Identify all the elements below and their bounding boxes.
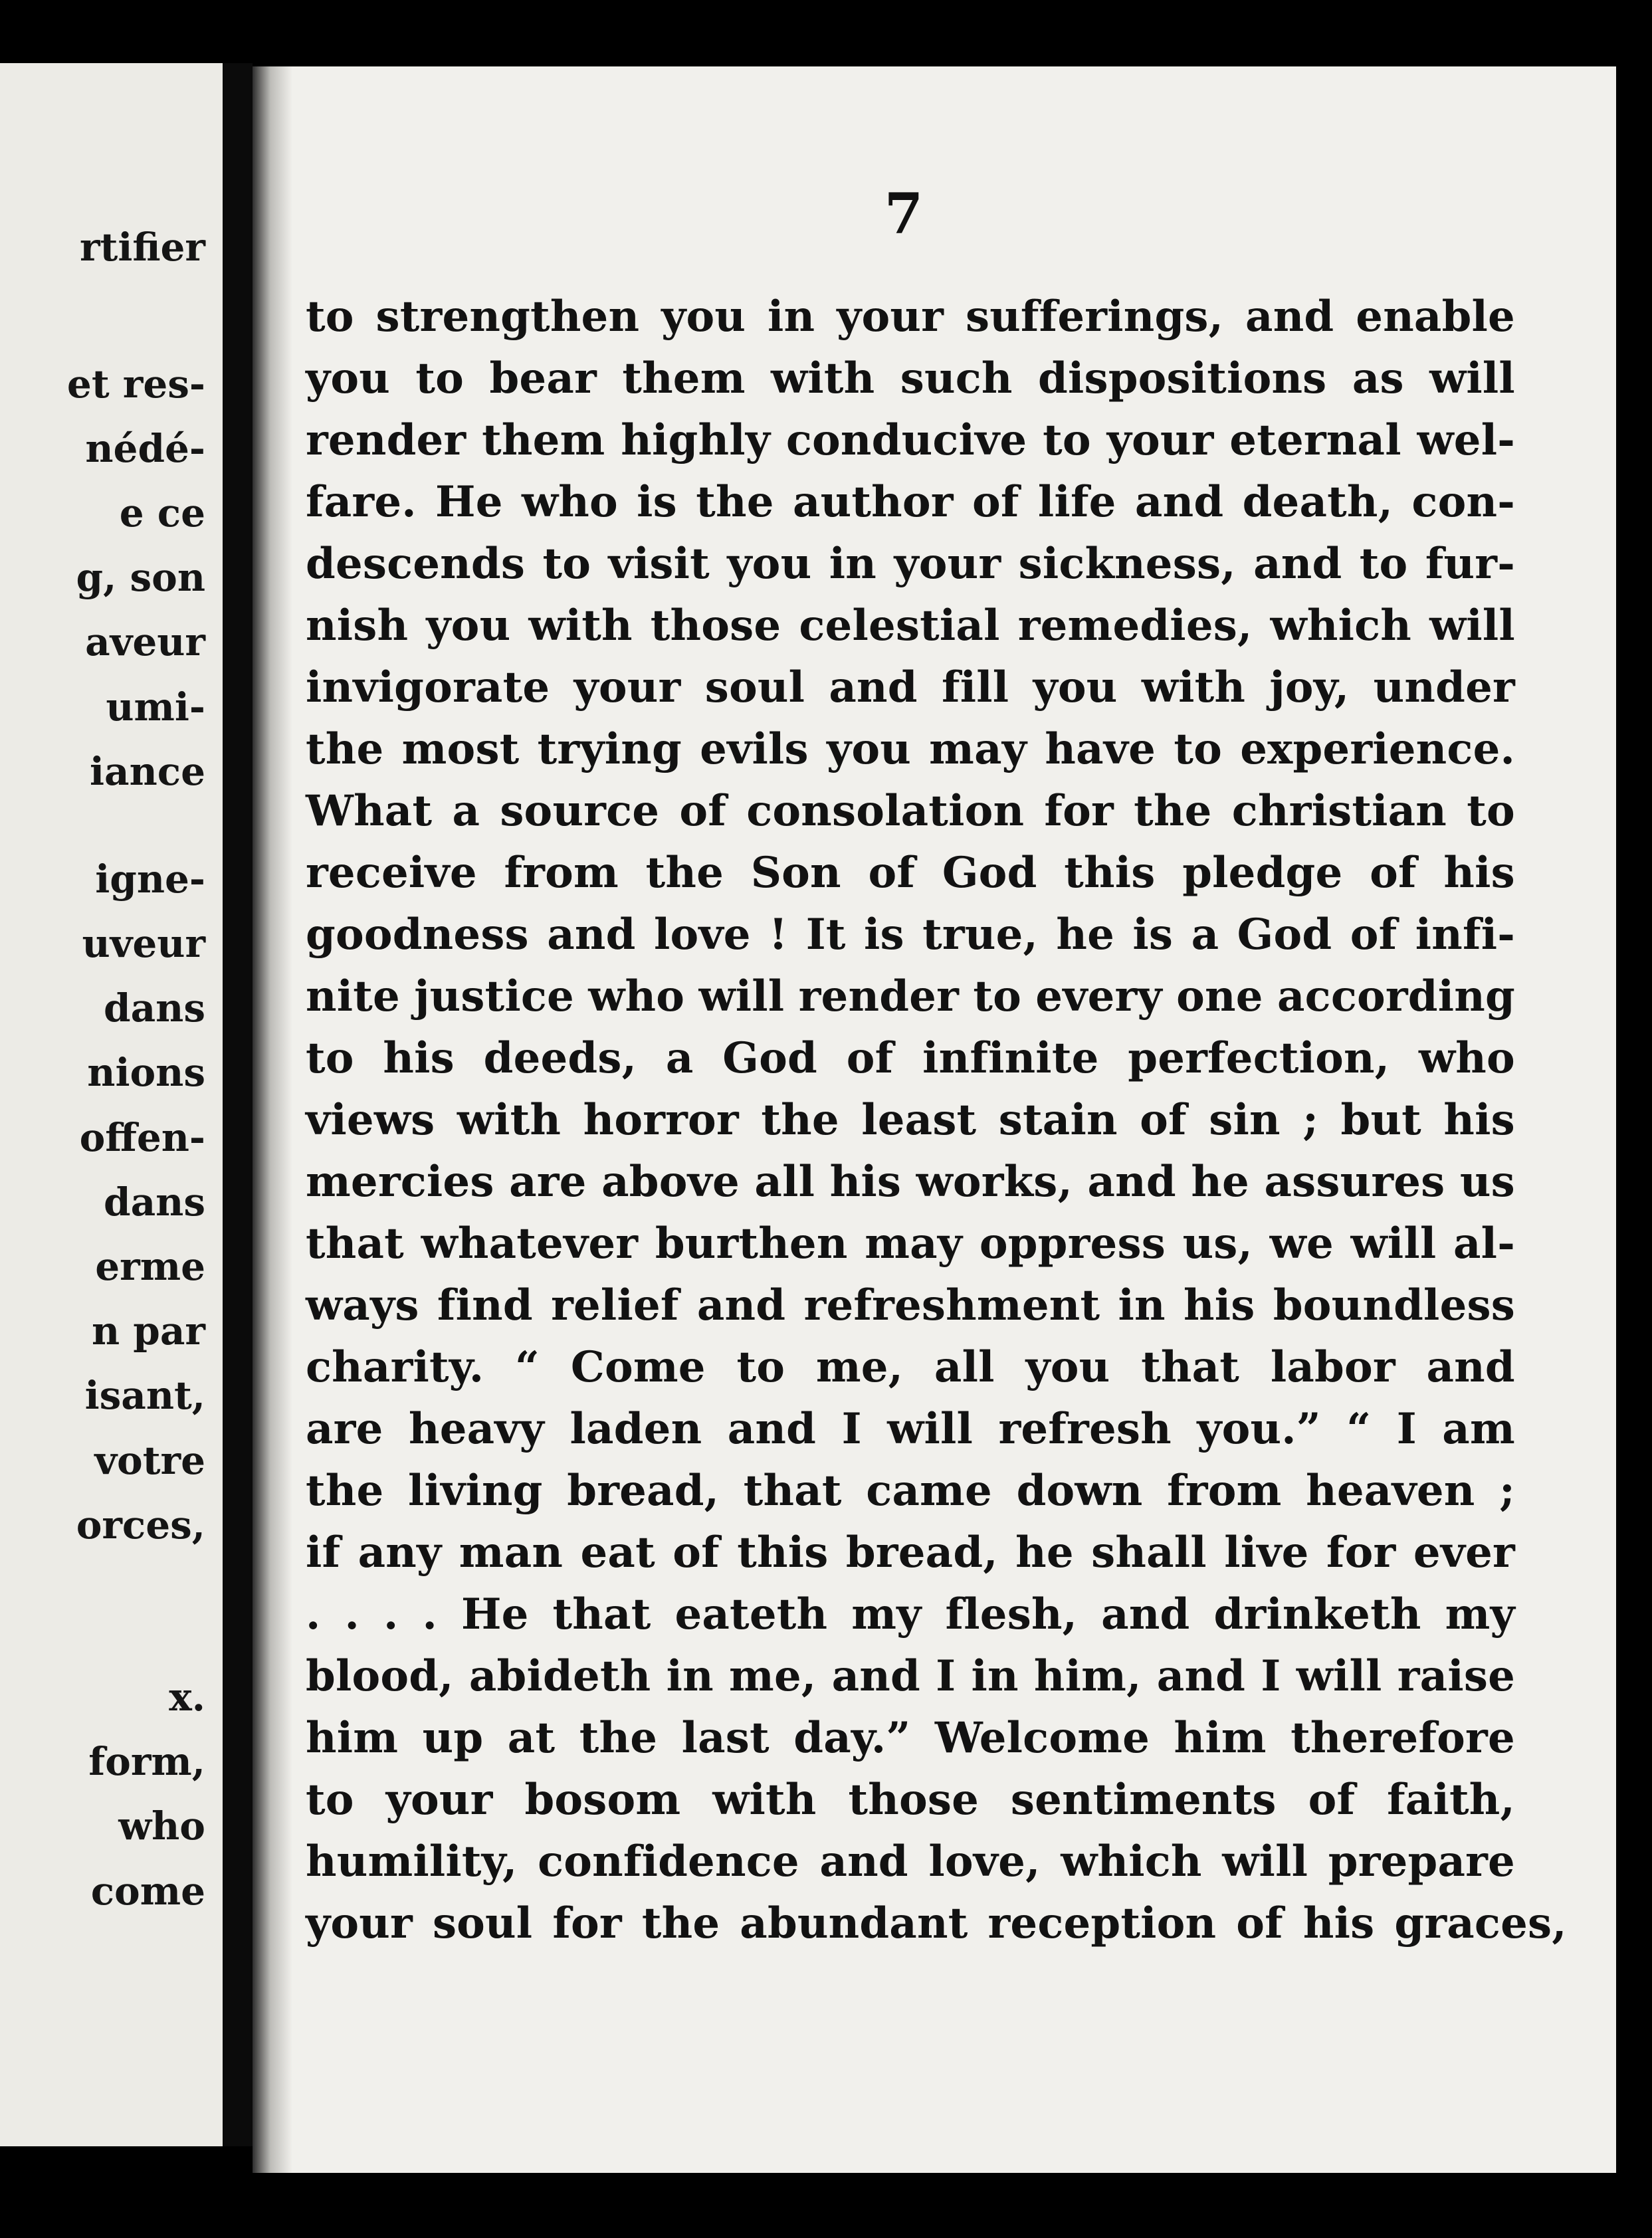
text-line: to his deeds, a God of infinite perfection, who [306,1033,1515,1083]
text-line: What a source of consolation for the christian to [306,786,1515,836]
text-line: humility, confidence and love, which will prepare [306,1837,1515,1886]
facing-page-line: igne- [95,856,205,902]
facing-page-line: rtifier [79,225,205,270]
text-line: mercies are above all his works, and he assures us [306,1157,1515,1207]
text-line: if any man eat of this bread, he shall live for ever [306,1528,1515,1577]
text-line: that whatever burthen may oppress us, we will al- [306,1219,1515,1269]
facing-page [0,63,223,2146]
text-line: . . . . He that eateth my flesh, and drinketh my [306,1589,1515,1639]
text-line: invigorate your soul and fill you with joy, under [306,662,1515,712]
facing-page-line: uveur [82,921,205,966]
facing-page-line: dans [104,1179,205,1225]
facing-page-line: iance [90,748,205,794]
page-edge-shadow [253,66,292,2173]
text-line: fare. He who is the author of life and death, con- [306,477,1515,527]
facing-page-line: n par [91,1308,205,1354]
text-line: nish you with those celestial remedies, which will [306,601,1515,651]
facing-page-line: erme [95,1244,205,1289]
facing-page-line: dans [104,985,205,1031]
text-line: to your bosom with those sentiments of faith, [306,1775,1515,1825]
text-line: the living bread, that came down from heaven ; [306,1466,1515,1516]
text-line: charity. “ Come to me, all you that labor and [306,1342,1515,1392]
facing-page-line: votre [94,1437,205,1483]
facing-page-line: offen- [79,1114,205,1160]
facing-page-line: nédé- [85,425,205,471]
text-line: goodness and love ! It is true, he is a God of infi- [306,910,1515,960]
text-line: nite justice who will render to every one according [306,971,1515,1021]
text-line: receive from the Son of God this pledge of his [306,848,1515,898]
facing-page-line: come [90,1868,205,1914]
facing-page-line: orces, [76,1502,205,1548]
facing-page-line: x. [169,1675,205,1720]
book-gutter [223,63,253,2146]
text-line: you to bear them with such dispositions as will [306,354,1515,403]
facing-page-text [0,63,205,2146]
facing-page-line: who [118,1803,205,1849]
text-line: to strengthen you in your sufferings, and enable [306,292,1515,342]
facing-page-line: isant, [84,1373,205,1419]
text-line: ways find relief and refreshment in his boundless [306,1280,1515,1330]
facing-page-line: nions [87,1050,205,1096]
facing-page-line: aveur [85,619,205,665]
facing-page-line: umi- [106,684,205,730]
facing-page-line: e ce [119,490,205,536]
facing-page-line: et res- [66,361,205,407]
text-line: render them highly conducive to your eternal wel- [306,415,1515,465]
facing-page-line: g, son [76,555,205,601]
text-line: views with horror the least stain of sin ; but his [306,1095,1515,1145]
text-line: the most trying evils you may have to experience. [306,724,1515,774]
page [253,66,1616,2173]
page-number: 7 [884,181,924,247]
text-line: him up at the last day.” Welcome him therefore [306,1713,1515,1763]
body-text [306,286,1567,1954]
facing-page-line: form, [88,1739,205,1785]
text-line: descends to visit you in your sickness, and to fur- [306,539,1515,589]
text-line: blood, abideth in me, and I in him, and I will raise [306,1651,1515,1701]
text-line: your soul for the abundant reception of his graces, [306,1898,1567,1948]
text-line: are heavy laden and I will refresh you.” “ I am [306,1404,1515,1454]
